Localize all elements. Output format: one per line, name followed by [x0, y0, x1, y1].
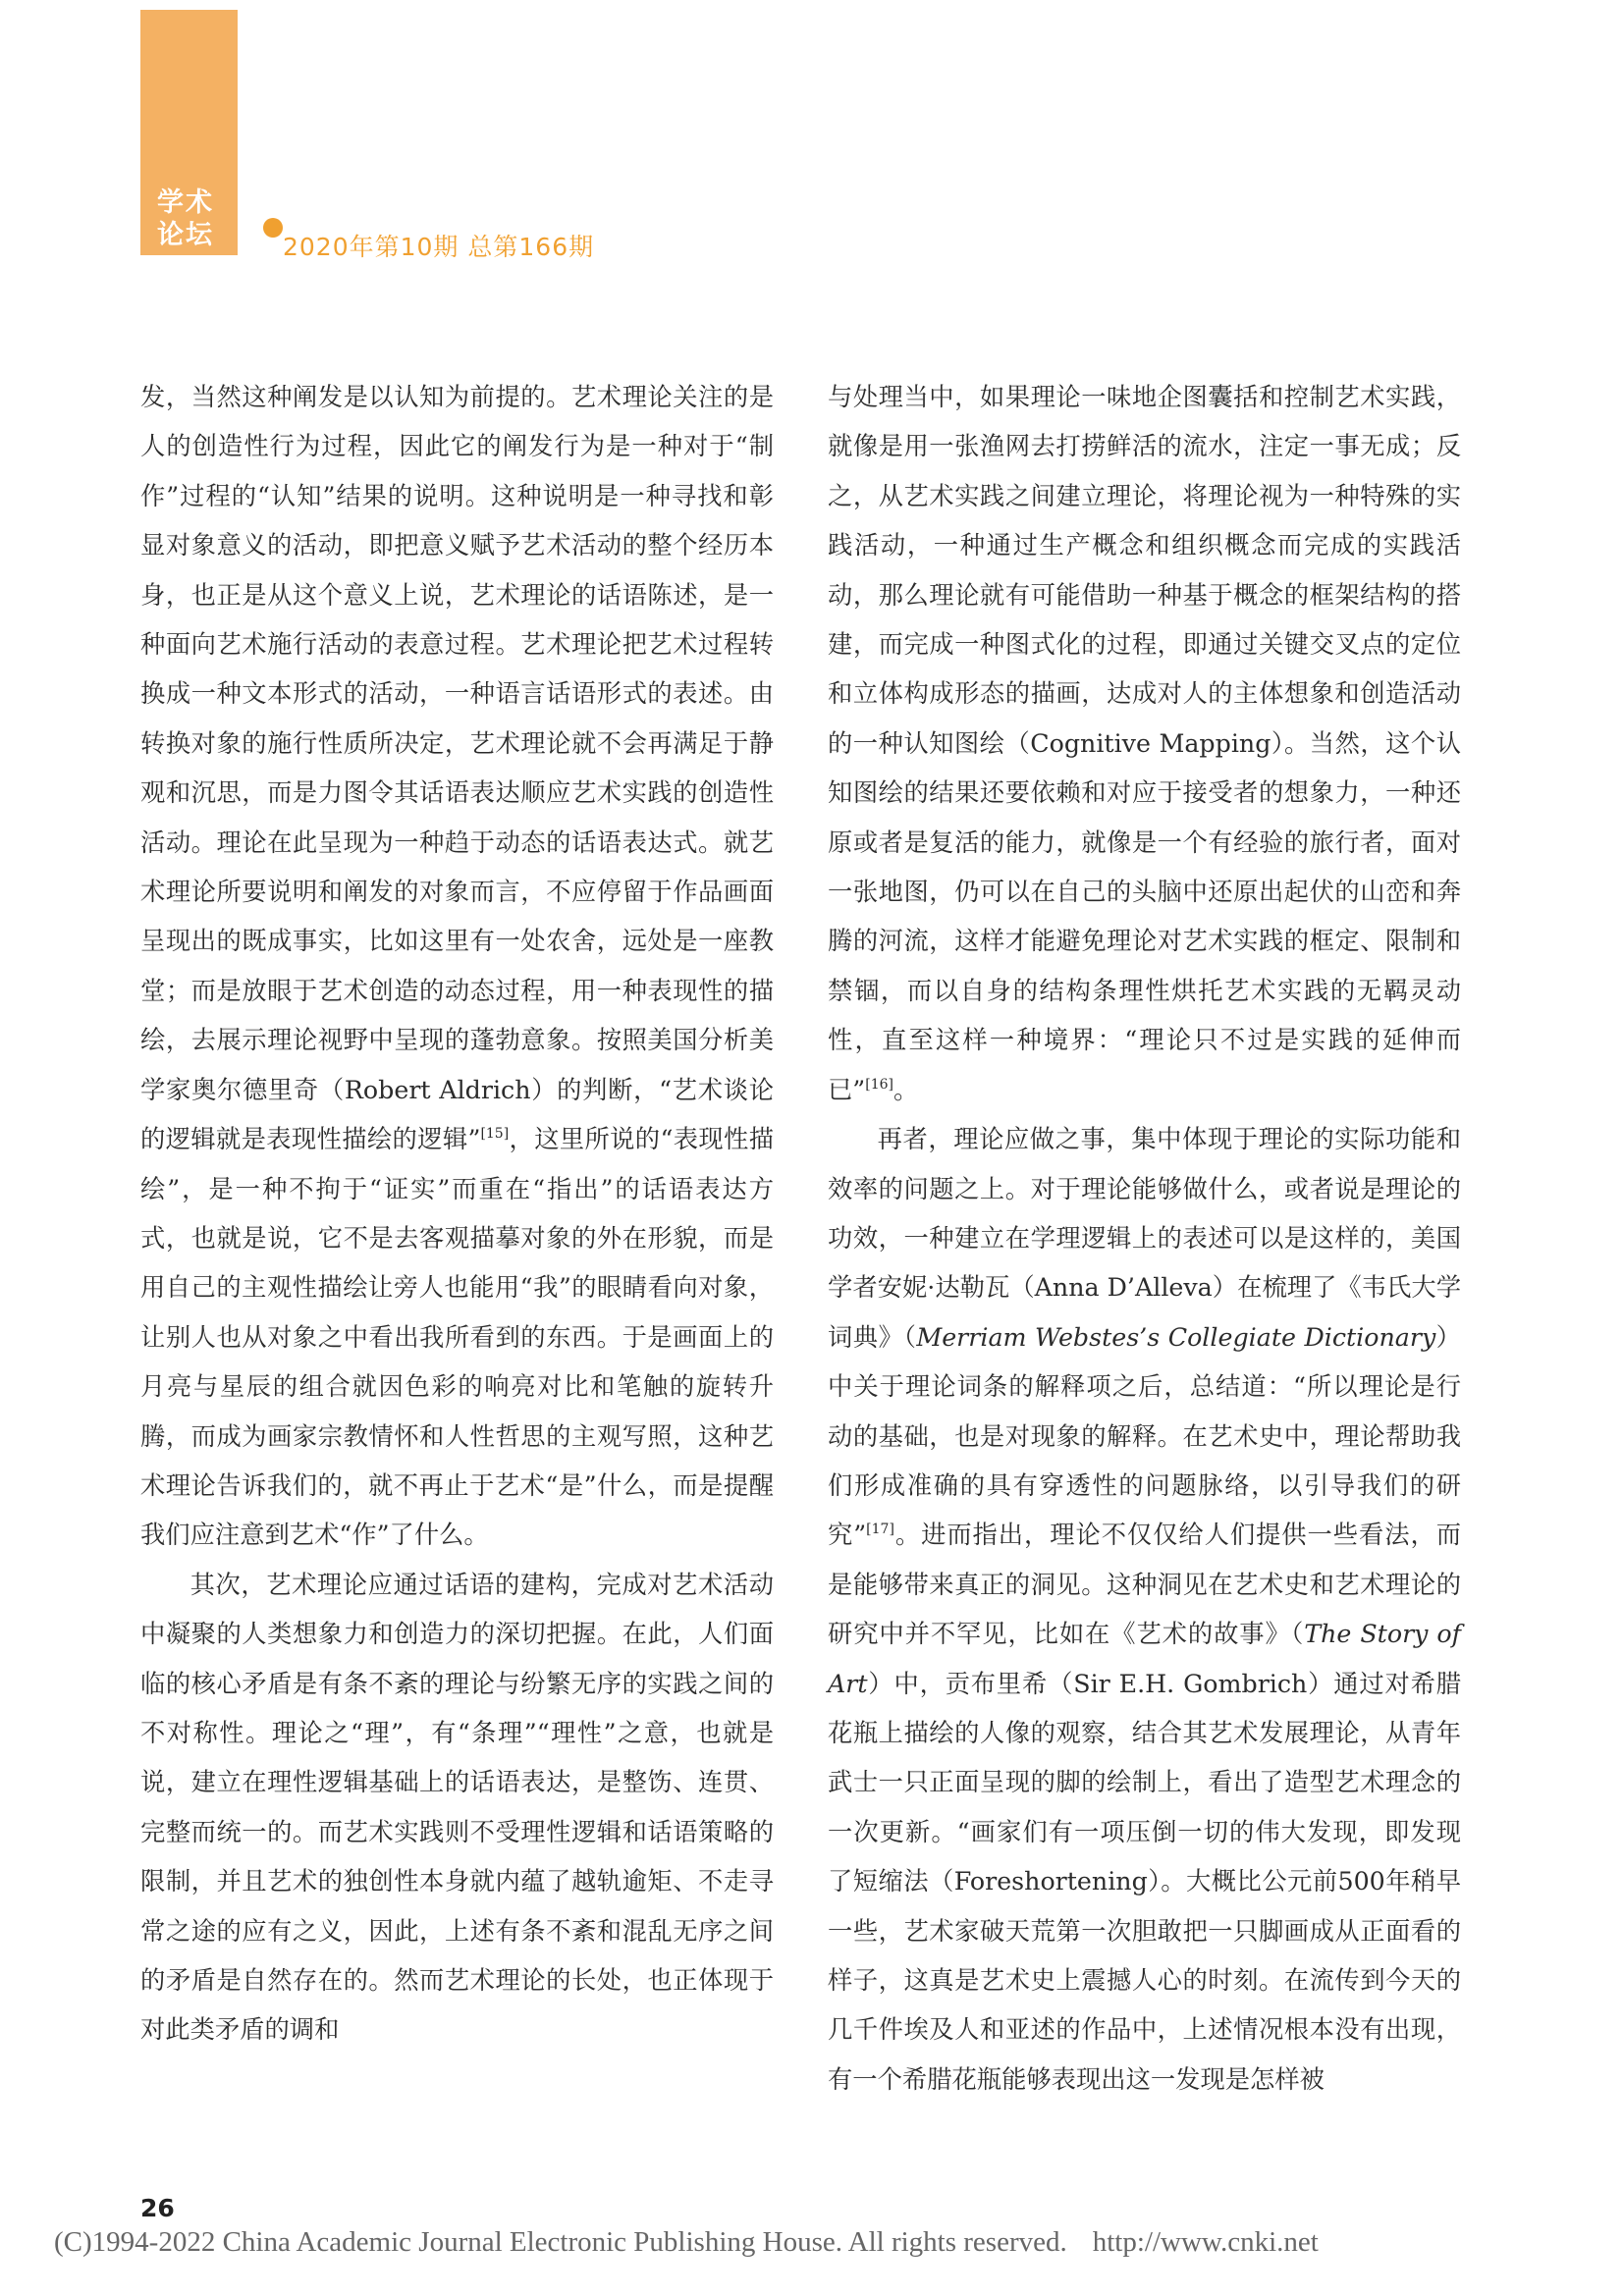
right-p1-end: 。	[893, 1075, 919, 1104]
page-number: 26	[140, 2194, 175, 2222]
citation-15[interactable]: [15]	[480, 1126, 510, 1143]
citation-16[interactable]: [16]	[865, 1076, 893, 1093]
left-p1-text: 发，当然这种阐发是以认知为前提的。艺术理论关注的是人的创造性行为过程，因此它的阐发行为是一种对于“制作”过程的“认知”结果的说明。这种说明是一种寻找和彰显对象意义的活动，即把意义赋予艺术活动的整个经历本身，也正是从这个意义上说，艺术理论的话语陈述，是一种面向艺术施行活动的表意过程。艺术理论把艺术过程转换成一种文本形式的活动，一种语言话语形式的表述。由转换对象的施行性质所决定，艺术理论就不会再满足于静观和沉思，而是力图令其话语表达顺应艺术实践的创造性活动。理论在此呈现为一种趋于动态的话语表达式。就艺术理论所要说明和阐发的对象而言，不应停留于作品画面呈现出的既成事实，比如这里有一处农舍，远处是一座教堂；而是放眼于艺术创造的动态过程，用一种表现性的描绘，去展示理论视野中呈现的蓬勃意象。按照美国分析美学家奥尔德里奇（Robert Aldrich）的判断，“艺术谈论的逻辑就是表现性描绘的逻辑”	[140, 383, 774, 1154]
book-title: The Story of Art	[828, 1620, 1462, 1698]
copyright-text: (C)1994-2022 China Academic Journal Electronic Publishing House. All rights reserved.	[54, 2226, 1067, 2258]
right-p2-text-b: ）中关于理论词条的解释项之后，总结道：“所以理论是行动的基础，也是对现象的解释。在艺术史中，理论帮助我们形成准确的具有穿透性的问题脉络，以引导我们的研究”	[828, 1322, 1461, 1550]
left-paragraph-2: 其次，艺术理论应通过话语的建构，完成对艺术活动中凝聚的人类想象力和创造力的深切把握。在此，人们面临的核心矛盾是有条不紊的理论与纷繁无序的实践之间的不对称性。理论之“理”，有“条理”“理性”之意，也就是说，建立在理性逻辑基础上的话语表达，是整饬、连贯、完整而统一的。而艺术实践则不受理性逻辑和话语策略的限制，并且艺术的独创性本身就内蕴了越轨逾矩、不走寻常之途的应有之义，因此，上述有条不紊和混乱无序之间的矛盾是自然存在的。然而艺术理论的长处，也正体现于对此类矛盾的调和	[140, 1570, 774, 2045]
right-p2-text: 再者，理论应做之事，集中体现于理论的实际功能和效率的问题之上。对于理论能够做什么，或者说是理论的功效，一种建立在学理逻辑上的表述可以是这样的，美国学者安妮·达勒瓦（Anna D’Alleva）在梳理了《韦氏大学词典》（	[828, 1125, 1461, 1352]
copyright-footer	[54, 2226, 1319, 2259]
right-column	[828, 373, 1461, 2105]
right-p1-text: 与处理当中，如果理论一味地企图囊括和控制艺术实践，就像是用一张渔网去打捞鲜活的流水，注定一事无成；反之，从艺术实践之间建立理论，将理论视为一种特殊的实践活动，一种通过生产概念和组织概念而完成的实践活动，那么理论就有可能借助一种基于概念的框架结构的搭建，而完成一种图式化的过程，即通过关键交叉点的定位和立体构成形态的描画，达成对人的主体想象和创造活动的一种认知图绘（Cognitive Mapping）。当然，这个认知图绘的结果还要依赖和对应于接受者的想象力，一种还原或者是复活的能力，就像是一个有经验的旅行者，面对一张地图，仍可以在自己的头脑中还原出起伏的山峦和奔腾的河流，这样才能避免理论对艺术实践的框定、限制和禁锢，而以自身的结构条理性烘托艺术实践的无羁灵动性，直至这样一种境界：“理论只不过是实践的延伸而已”	[828, 383, 1461, 1104]
section-label: 学术论坛	[157, 187, 214, 250]
right-p2-text-c: 。进而指出，理论不仅仅给人们提供一些看法，而是能够带来真正的洞见。这种洞见在艺术史和艺术理论的研究中并不罕见，比如在《艺术的故事》（	[828, 1521, 1461, 1649]
left-paragraph-1	[140, 373, 774, 1561]
issue-dot-icon	[263, 218, 283, 238]
footer-url-link[interactable]: http://www.cnki.net	[1092, 2226, 1319, 2258]
citation-17[interactable]: [17]	[866, 1522, 894, 1538]
dictionary-title: Merriam Webstes’s Collegiate Dictionary	[916, 1322, 1436, 1352]
right-p2-text-d: ）中，贡布里希（Sir E.H. Gombrich）通过对希腊花瓶上描绘的人像的观察，结合其艺术发展理论，从青年武士一只正面呈现的脚的绘制上，看出了造型艺术理念的一次更新。“画家们有一项压倒一切的伟大发现，即发现了短缩法（Foreshortening）。大概比公元前500年稍早一些，艺术家破天荒第一次胆敢把一只脚画成从正面看的样子，这真是艺术史上震撼人心的时刻。在流传到今天的几千件埃及人和亚述的作品中，上述情况根本没有出现，有一个希腊花瓶能够表现出这一发现是怎样被	[828, 1669, 1461, 2094]
right-paragraph-1	[828, 373, 1461, 1115]
left-p1-text-cont: ，这里所说的“表现性描绘”，是一种不拘于“证实”而重在“指出”的话语表达方式，也就是说，它不是去客观描摹对象的外在形貌，而是用自己的主观性描绘让旁人也能用“我”的眼睛看向对象，让别人也从对象之中看出我所看到的东西。于是画面上的月亮与星辰的组合就因色彩的响亮对比和笔触的旋转升腾，而成为画家宗教情怀和人性哲思的主观写照，这种艺术理论告诉我们的，就不再止于艺术“是”什么，而是提醒我们应注意到艺术“作”了什么。	[140, 1125, 775, 1550]
left-column	[140, 373, 774, 2056]
right-paragraph-2	[828, 1115, 1461, 2105]
issue-label: 2020年第10期 总第166期	[283, 233, 595, 261]
